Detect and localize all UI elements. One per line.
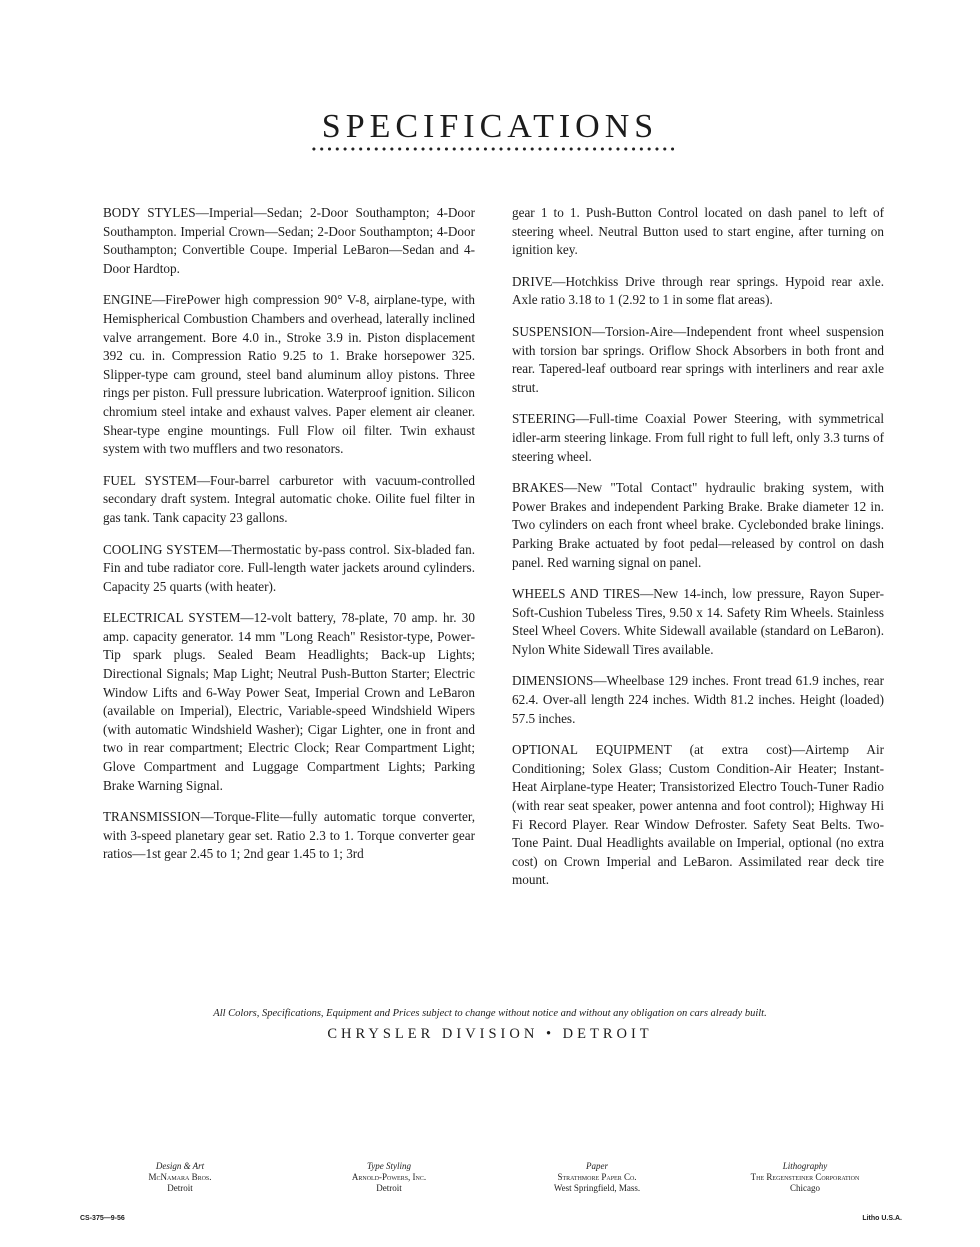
credit-role: Design & Art [155, 1161, 205, 1171]
print-origin: Litho U.S.A. [862, 1215, 902, 1222]
catalog-code: CS-375—9-56 [80, 1215, 125, 1222]
spec-transmission-continued: gear 1 to 1. Push-Button Control located on dash panel to left of steering wheel. Neutral Button used to start engine, after turning on ignition key. [512, 205, 884, 258]
spec-cooling-system: COOLING SYSTEM—Thermostatic by-pass control. Six-bladed fan. Fin and tube radiator core. Full-length water jackets around cylinders. Capacity 25 quarts (with heater). [103, 541, 475, 594]
spec-wheels-tires: WHEELS AND TIRES—New 14-inch, low pressure, Rayon Super-Soft-Cushion Tubeless Tires, 9.50 x 14. Safety Rim Wheels. Stainless Steel Wheel Covers. White Sidewall available (standard on LeBaron). Nylon White Sidewall Tires available. [512, 586, 884, 657]
spec-electrical-system: ELECTRICAL SYSTEM—12-volt battery, 78-plate, 70 amp. hr. 30 amp. capacity generator. 14 mm "Long Reach" Resistor-type, Power-Tip spark plugs. Sealed Beam Headlights; Back-up Lights; Directional Signals; Map Light; Neutral Push-Button Starter; Electric Window Lifts and 6-Way Power Seat, Imperial Crown and LeBaron (available on Imperial), Electric, Variable-speed Windshield Wipers (with automatic Windshield Washer); Cigar Lighter, one in front and two in rear compartment; Electric Clock; Rear Compartment Light; Glove Compartment and Luggage Compartment Lights; Parking Brake Warning Signal. [103, 610, 475, 793]
credit-firm: McNamara Bros. [148, 1172, 212, 1182]
disclaimer: All Colors, Specifications, Equipment and Prices subject to change without notice and without any obligation on cars already built. [213, 1008, 767, 1019]
credit-paper [497, 1161, 697, 1194]
dotted-rule [310, 146, 678, 152]
credit-city: Detroit [376, 1183, 402, 1193]
spec-drive: DRIVE—Hotchkiss Drive through rear springs. Hypoid rear axle. Axle ratio 3.18 to 1 (2.92 to 1 in some flat areas). [512, 273, 884, 308]
division-line: CHRYSLER DIVISION • DETROIT [327, 1026, 653, 1042]
spec-steering: STEERING—Full-time Coaxial Power Steering, with symmetrical idler-arm steering linkage. From full right to full left, only 3.3 turns of steering wheel. [512, 411, 884, 464]
credit-city: Detroit [167, 1183, 193, 1193]
spec-body-styles: BODY STYLES—Imperial—Sedan; 2-Door Southampton; 4-Door Southampton. Imperial Crown—Sedan; 2-Door Southampton; 4-Door Southampton; Convertible Coupe. Imperial LeBaron—Sedan and 4-Door Hardtop. [103, 205, 475, 276]
credit-design [80, 1161, 280, 1194]
left-column [103, 204, 475, 864]
credit-role: Paper [586, 1161, 608, 1171]
spec-brakes: BRAKES—New "Total Contact" hydraulic braking system, with Power Brakes and independent Parking Brake. Brake diameter 12 in. Two cylinders on each front wheel brake. Cyclebonded brake linings. Parking Brake actuated by foot pedal—released by control on dash panel. Red warning signal on panel. [512, 480, 884, 570]
credit-type [289, 1161, 489, 1194]
page-title: SPECIFICATIONS [321, 108, 659, 145]
credit-role: Type Styling [366, 1161, 412, 1171]
credit-firm: The Regensteiner Corporation [750, 1172, 860, 1182]
credit-firm: Arnold-Powers, Inc. [351, 1172, 427, 1182]
credit-city: West Springfield, Mass. [553, 1183, 641, 1193]
credit-city: Chicago [790, 1183, 820, 1193]
credit-firm: Strathmore Paper Co. [557, 1172, 637, 1182]
spec-fuel-system: FUEL SYSTEM—Four-barrel carburetor with vacuum-controlled secondary draft system. Integral automatic choke. Oilite fuel filter in gas tank. Tank capacity 23 gallons. [103, 472, 475, 525]
spec-transmission: TRANSMISSION—Torque-Flite—fully automatic torque converter, with 3-speed planetary gear set. Ratio 2.3 to 1. Torque converter gear ratios—1st gear 2.45 to 1; 2nd gear 1.45 to 1; 3rd [103, 809, 475, 862]
spec-optional-equipment: OPTIONAL EQUIPMENT (at extra cost)—Airtemp Air Conditioning; Solex Glass; Custom Condition-Air Heater; Instant-Heat Airplane-type Heater; Transistorized Electro Touch-Tuner Radio (with rear seat speaker, power antenna and foot control); Highway Hi Fi Record Player. Rear Window Defroster. Safety Seat Belts. Two-Tone Paint. Dual Headlights available on Imperial, optional (no extra cost) on Crown Imperial and LeBaron. Assimilated rear deck tire mount. [512, 742, 884, 888]
spec-engine: ENGINE—FirePower high compression 90° V-8, airplane-type, with Hemispherical Combustion Chambers and overhead, laterally inclined valve arrangement. Bore 4.0 in., Stroke 3.9 in. Piston displacement 392 cu. in. Compression Ratio 9.25 to 1. Brake horsepower 325. Slipper-type cam ground, steel band aluminum alloy pistons. Three rings per piston. Full pressure lubrication. Waterproof ignition. Silicon chromium steel intake and exhaust valves. Paper element air cleaner. Shear-type engine mountings. Full Flow oil filter. Twin exhaust system with two mufflers and two resonators. [103, 292, 475, 457]
credit-lithography [705, 1161, 905, 1194]
spec-suspension: SUSPENSION—Torsion-Aire—Independent front wheel suspension with torsion bar springs. Oriflow Shock Absorbers in both front and rear. Tapered-leaf outboard rear springs with interliners and rear axle strut. [512, 323, 884, 395]
spec-dimensions: DIMENSIONS—Wheelbase 129 inches. Front tread 61.9 inches, rear 62.4. Over-all length 224 inches. Width 81.2 inches. Height (loaded) 57.5 inches. [512, 673, 884, 726]
right-column [512, 204, 884, 890]
credit-role: Lithography [782, 1161, 828, 1171]
